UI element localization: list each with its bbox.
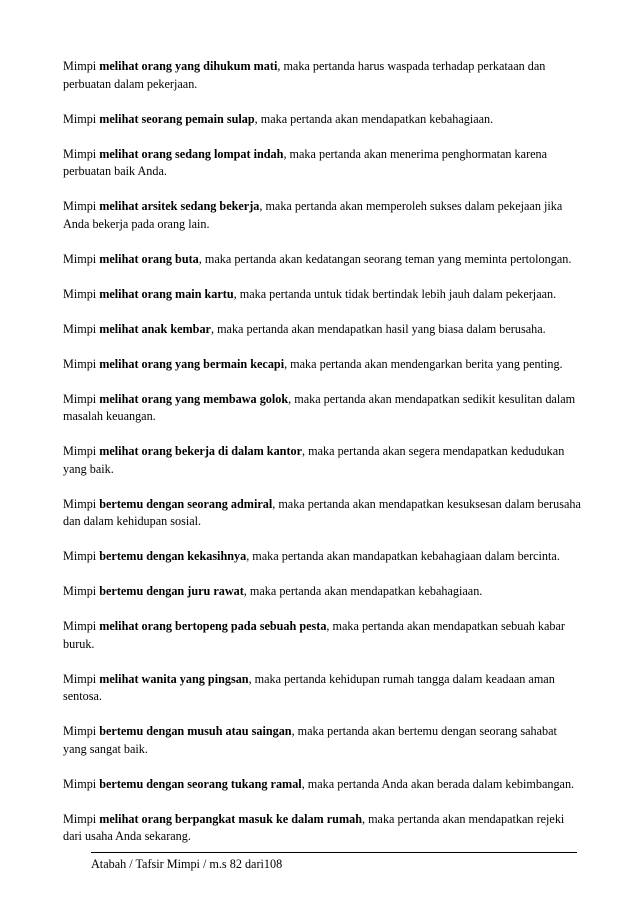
entry: Mimpi melihat orang buta, maka pertanda akan kedatangan seorang teman yang meminta pertolongan.	[63, 251, 572, 266]
entry: Mimpi bertemu dengan seorang tukang ramal, maka pertanda Anda akan berada dalam kebimbangan.	[63, 776, 575, 791]
entry: Mimpi bertemu dengan musuh atau saingan, maka pertanda akan bertemu dengan seorang sahabat yang sangat baik.	[63, 724, 557, 756]
entry: Mimpi melihat orang main kartu, maka pertanda untuk tidak bertindak lebih jauh dalam pekerjaan.	[63, 286, 557, 301]
entry: Mimpi bertemu dengan kekasihnya, maka pertanda akan mandapatkan kebahagiaan dalam bercinta.	[63, 549, 560, 563]
entry: Mimpi melihat orang bekerja di dalam kantor, maka pertanda akan segera mendapatkan kedudukan yang baik.	[63, 444, 565, 476]
page-footer: Atabah / Tafsir Mimpi / m.s 82 dari108	[91, 857, 283, 871]
entry: Mimpi melihat anak kembar, maka pertanda akan mendapatkan hasil yang biasa dalam berusaha.	[63, 321, 546, 336]
entry: Mimpi bertemu dengan juru rawat, maka pertanda akan mendapatkan kebahagiaan.	[63, 584, 483, 598]
entry: Mimpi melihat orang sedang lompat indah, maka pertanda akan menerima penghormatan karena perbuatan baik Anda.	[63, 146, 548, 178]
document-body	[63, 58, 583, 863]
entry: Mimpi melihat wanita yang pingsan, maka pertanda kehidupan rumah tangga dalam keadaan aman sentosa.	[63, 671, 555, 703]
entry: Mimpi melihat orang bertopeng pada sebuah pesta, maka pertanda akan mendapatkan sebuah kabar buruk.	[63, 619, 565, 651]
entry: Mimpi melihat orang yang membawa golok, maka pertanda akan mendapatkan sedikit kesulitan dalam masalah keuangan.	[63, 391, 576, 423]
entry: Mimpi melihat orang berpangkat masuk ke dalam rumah, maka pertanda akan mendapatkan rejeki dari usaha Anda sekarang.	[63, 811, 565, 843]
entry: Mimpi melihat seorang pemain sulap, maka pertanda akan mendapatkan kebahagiaan.	[63, 111, 494, 126]
entry: Mimpi melihat orang yang bermain kecapi, maka pertanda akan mendengarkan berita yang penting.	[63, 356, 563, 371]
entry: Mimpi melihat arsitek sedang bekerja, maka pertanda akan memperoleh sukses dalam pekejaan jika Anda bekerja pada orang lain.	[63, 199, 563, 231]
footer-divider	[91, 852, 577, 853]
entry: Mimpi melihat orang yang dihukum mati, maka pertanda harus waspada terhadap perkataan dan perbuatan dalam pekerjaan.	[63, 59, 546, 91]
entry: Mimpi bertemu dengan seorang admiral, maka pertanda akan mendapatkan kesuksesan dalam berusaha dan dalam kehidupan sosial.	[63, 496, 581, 528]
